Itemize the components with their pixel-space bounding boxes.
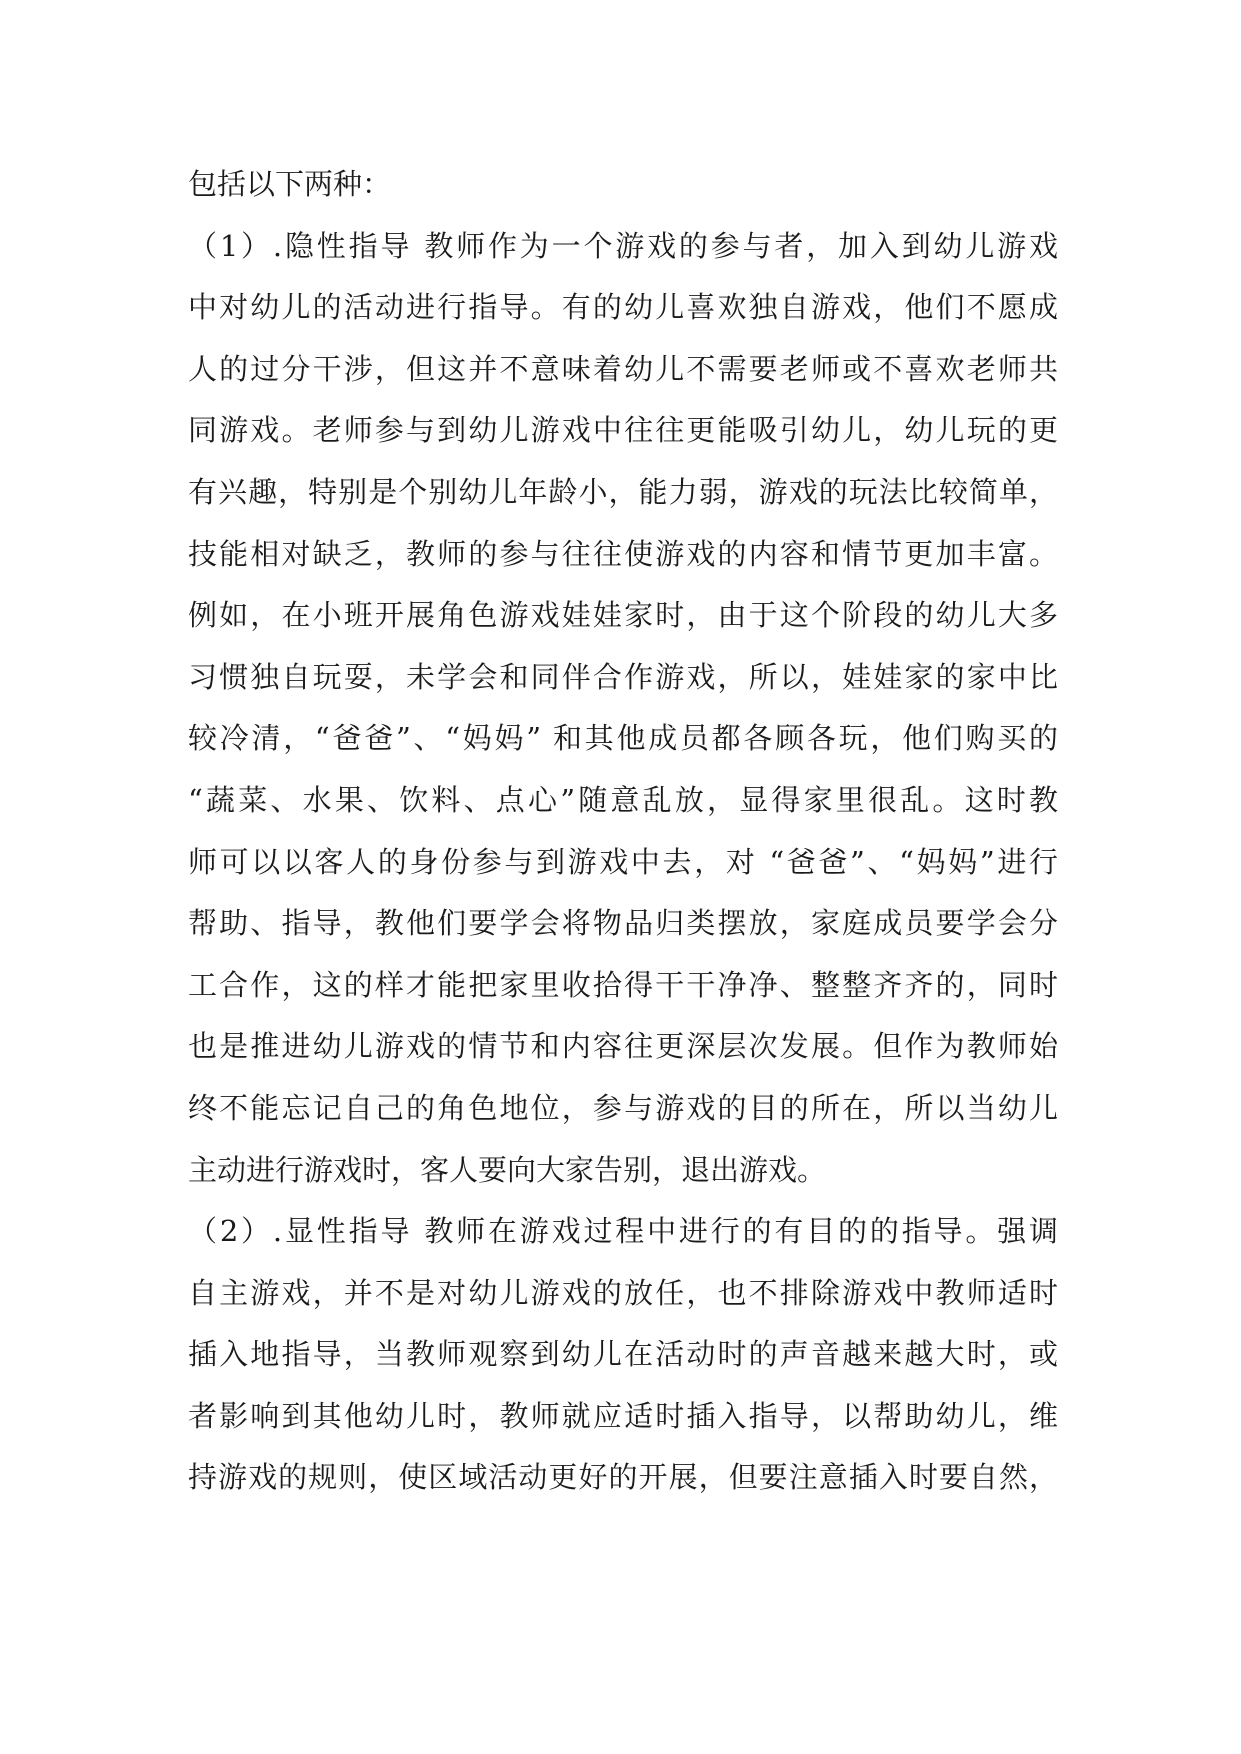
text-line: 工合作，这的样才能把家里收拾得干干净净、整整齐齐的，同时 [188, 967, 1058, 1002]
text-line: 较冷清，“爸爸”、“妈妈” 和其他成员都各顾各玩，他们购买的 [188, 721, 1058, 756]
text-line: （1）.隐性指导 教师作为一个游戏的参与者，加入到幼儿游戏 [188, 228, 1058, 263]
text-line: 有兴趣，特别是个别幼儿年龄小，能力弱，游戏的玩法比较简单， [188, 474, 1058, 509]
text-line: （2）.显性指导 教师在游戏过程中进行的有目的的指导。强调 [188, 1214, 1058, 1249]
text-line: 例如，在小班开展角色游戏娃娃家时，由于这个阶段的幼儿大多 [188, 598, 1058, 633]
body-text [188, 154, 1058, 1509]
text-line: 也是推进幼儿游戏的情节和内容往更深层次发展。但作为教师始 [188, 1029, 1058, 1064]
text-line: 自主游戏，并不是对幼儿游戏的放任，也不排除游戏中教师适时 [188, 1275, 1058, 1310]
text-line: 同游戏。老师参与到幼儿游戏中往往更能吸引幼儿，幼儿玩的更 [188, 413, 1058, 448]
text-line: 师可以以客人的身份参与到游戏中去，对 “爸爸”、“妈妈”进行 [188, 844, 1058, 879]
text-line: 帮助、指导，教他们要学会将物品归类摆放，家庭成员要学会分 [188, 906, 1058, 941]
text-line: 终不能忘记自己的角色地位，参与游戏的目的所在，所以当幼儿 [188, 1090, 1058, 1125]
text-line: “蔬菜、水果、饮料、点心”随意乱放，显得家里很乱。这时教 [188, 782, 1058, 817]
text-line: 技能相对缺乏，教师的参与往往使游戏的内容和情节更加丰富。 [188, 536, 1058, 571]
text-line: 人的过分干涉，但这并不意味着幼儿不需要老师或不喜欢老师共 [188, 351, 1058, 386]
text-line: 包括以下两种： [188, 167, 392, 201]
text-line: 者影响到其他幼儿时，教师就应适时插入指导，以帮助幼儿，维 [188, 1398, 1058, 1433]
text-line: 持游戏的规则，使区域活动更好的开展，但要注意插入时要自然， [188, 1460, 1058, 1495]
text-line: 习惯独自玩耍，未学会和同伴合作游戏，所以，娃娃家的家中比 [188, 659, 1058, 694]
text-line: 主动进行游戏时，客人要向大家告别，退出游戏。 [188, 1152, 827, 1187]
text-line: 中对幼儿的活动进行指导。有的幼儿喜欢独自游戏，他们不愿成 [188, 290, 1058, 325]
text-line: 插入地指导，当教师观察到幼儿在活动时的声音越来越大时，或 [188, 1337, 1058, 1372]
